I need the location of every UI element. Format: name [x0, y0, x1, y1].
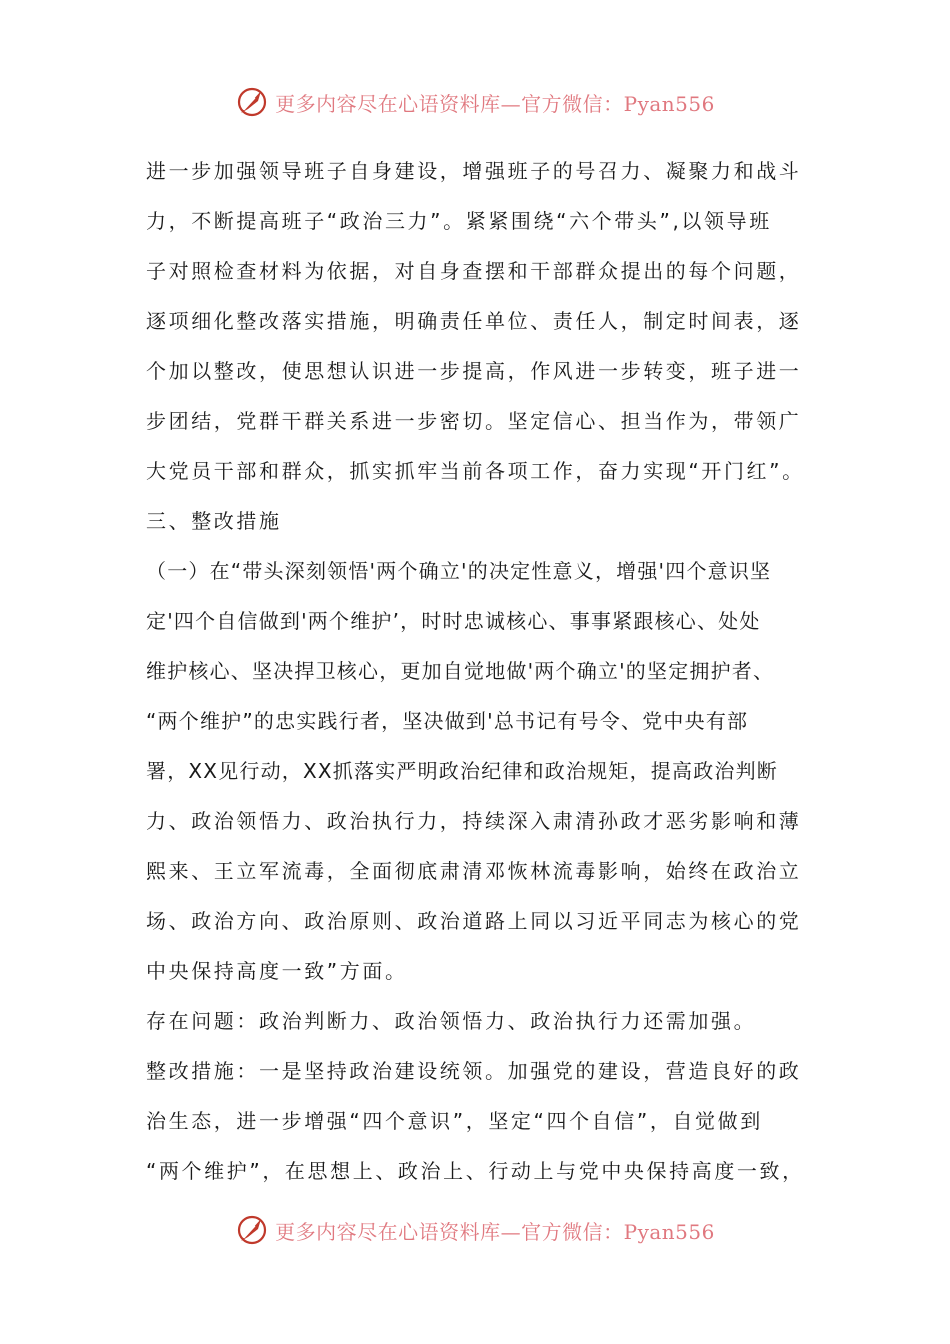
body-line: “两个维护”，在思想上、政治上、行动上与党中央保持高度一致，: [146, 1159, 805, 1183]
body-line: 存在问题：政治判断力、政治领悟力、政治执行力还需加强。: [146, 1009, 757, 1033]
body-line: 进一步加强领导班子自身建设，增强班子的号召力、凝聚力和战斗: [146, 159, 802, 183]
body-line: 中央保持高度一致”方面。: [146, 959, 408, 983]
watermark-text: 更多内容尽在心语资料库—官方微信：Pyan556: [275, 91, 715, 116]
body-line: 署，XX见行动，XX抓落实严明政治纪律和政治规矩，提高政治判断: [146, 759, 779, 783]
document-body: [146, 146, 811, 1196]
body-line: 定'四个自信做到'两个维护’，时时忠诚核心、事事紧跟核心、处处: [146, 609, 761, 633]
body-line: 力、政治领悟力、政治执行力，持续深入肃清孙政才恶劣影响和薄: [146, 809, 802, 833]
body-line: 维护核心、坚决捍卫核心，更加自觉地做'两个确立'的坚定拥护者、: [146, 659, 775, 683]
quill-logo-icon: [235, 85, 269, 119]
body-line: 步团结，党群干群关系进一步密切。坚定信心、担当作为，带领广: [146, 409, 802, 433]
body-line: “两个维护”的忠实践行者，坚决做到'总书记有号令、党中央有部: [146, 709, 749, 733]
body-line: 逐项细化整改落实措施，明确责任单位、责任人，制定时间表，逐: [146, 309, 802, 333]
watermark-footer: [0, 1210, 950, 1250]
watermark-header: [0, 82, 950, 122]
body-line: 大党员干部和群众，抓实抓牢当前各项工作，奋力实现“开门红”。: [146, 459, 805, 483]
watermark-text: 更多内容尽在心语资料库—官方微信：Pyan556: [275, 1219, 715, 1244]
body-line: 治生态，进一步增强“四个意识”，坚定“四个自信”，自觉做到: [146, 1109, 763, 1133]
quill-logo-icon: [235, 1213, 269, 1247]
body-line: 整改措施：一是坚持政治建设统领。加强党的建设，营造良好的政: [146, 1059, 802, 1083]
section-heading: 三、整改措施: [146, 509, 282, 533]
body-line: 熙来、王立军流毒，全面彻底肃清邓恢林流毒影响，始终在政治立: [146, 859, 802, 883]
body-line: 个加以整改，使思想认识进一步提高，作风进一步转变，班子进一: [146, 359, 802, 383]
body-line: 力，不断提高班子“政治三力”。紧紧围绕“六个带头”,以领导班: [146, 209, 772, 233]
body-line: （一）在“带头深刻领悟'两个确立'的决定性意义，增强'四个意识坚: [146, 559, 772, 583]
body-line: 子对照检查材料为依据，对自身查摆和干部群众提出的每个问题，: [146, 259, 802, 283]
body-line: 场、政治方向、政治原则、政治道路上同以习近平同志为核心的党: [146, 909, 802, 933]
